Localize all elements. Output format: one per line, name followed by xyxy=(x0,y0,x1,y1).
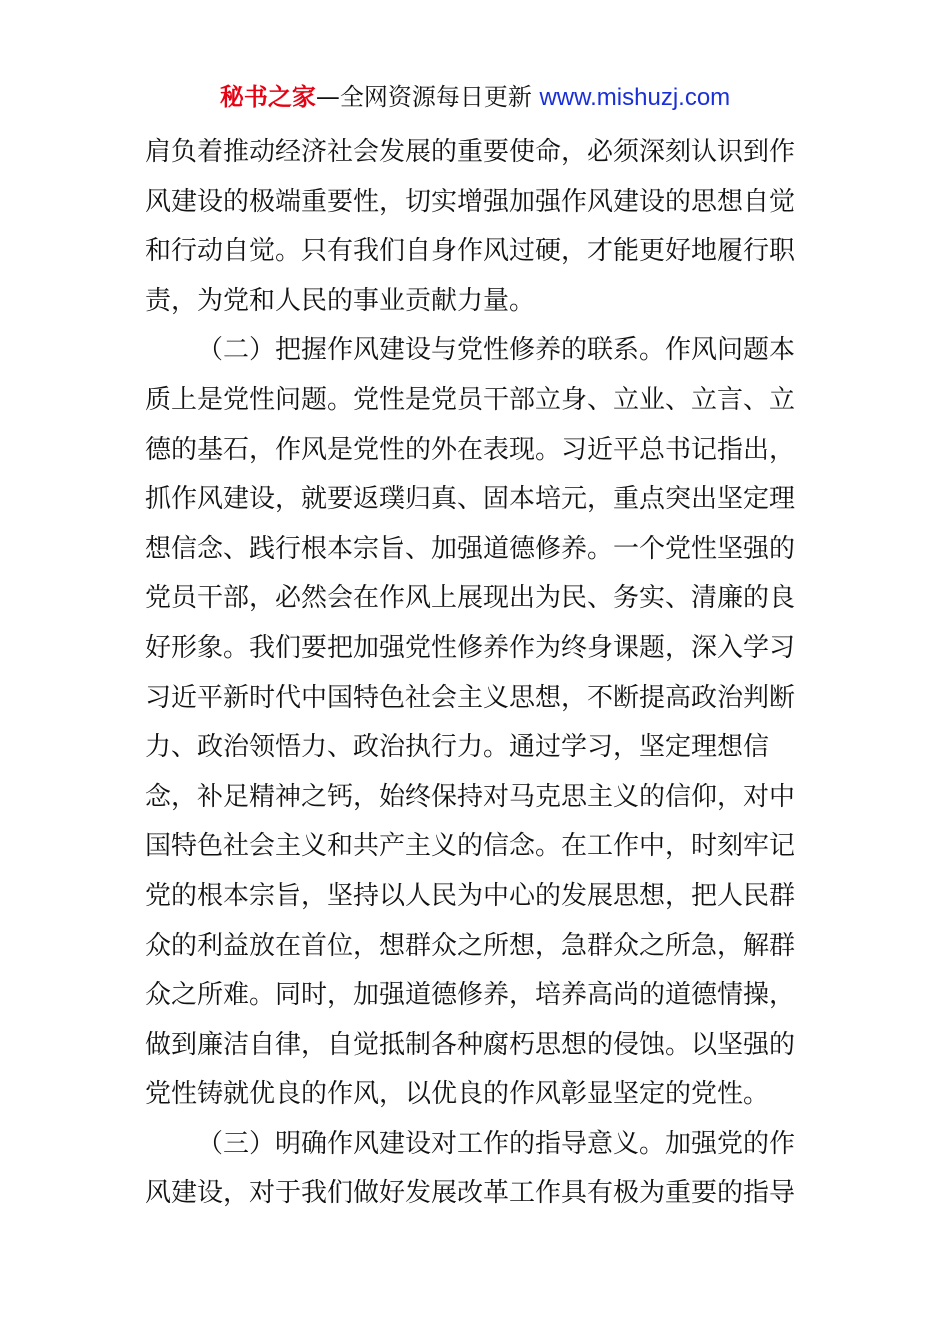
text-line: 党员干部，必然会在作风上展现出为民、务实、清廉的良 xyxy=(145,583,796,614)
text-line: 风建设，对于我们做好发展改革工作具有极为重要的指导 xyxy=(145,1178,796,1209)
paragraph-start-line: （二）把握作风建设与党性修养的联系。作风问题本 xyxy=(197,335,796,366)
text-line: 风建设的极端重要性，切实增强加强作风建设的思想自觉 xyxy=(145,186,796,217)
text-line: 肩负着推动经济社会发展的重要使命，必须深刻认识到作 xyxy=(145,137,796,167)
text-line: 党性铸就优良的作风，以优良的作风彰显坚定的党性。 xyxy=(145,1079,770,1110)
text-line: 好形象。我们要把加强党性修养作为终身课题，深入学习 xyxy=(145,632,796,663)
text-line: 责，为党和人民的事业贡献力量。 xyxy=(145,285,536,316)
text-line: 众之所难。同时，加强道德修养，培养高尚的道德情操， xyxy=(145,980,796,1011)
text-line: 抓作风建设，就要返璞归真、固本培元，重点突出坚定理 xyxy=(145,484,796,515)
text-line: 党的根本宗旨，坚持以人民为中心的发展思想，把人民群 xyxy=(145,880,796,911)
text-line: 力、政治领悟力、政治执行力。通过学习，坚定理想信 xyxy=(145,732,770,763)
site-url-link[interactable]: www.mishuzj.com xyxy=(539,84,731,111)
site-header xyxy=(0,80,950,115)
text-line: 想信念、践行根本宗旨、加强道德修养。一个党性坚强的 xyxy=(145,533,796,564)
text-line: 质上是党性问题。党性是党员干部立身、立业、立言、立 xyxy=(145,384,796,415)
text-line: 习近平新时代中国特色社会主义思想，不断提高政治判断 xyxy=(145,682,796,713)
text-line: 众的利益放在首位，想群众之所想，急群众之所急，解群 xyxy=(145,930,796,961)
text-line: 国特色社会主义和共产主义的信念。在工作中，时刻牢记 xyxy=(145,831,796,862)
text-line: 念，补足精神之钙，始终保持对马克思主义的信仰，对中 xyxy=(145,781,796,812)
document-body xyxy=(145,128,796,1219)
text-line: 和行动自觉。只有我们自身作风过硬，才能更好地履行职 xyxy=(145,236,796,267)
text-line: 做到廉洁自律，自觉抵制各种腐朽思想的侵蚀。以坚强的 xyxy=(145,1029,796,1060)
paragraph-start-line: （三）明确作风建设对工作的指导意义。加强党的作 xyxy=(197,1128,796,1159)
site-brand: 秘书之家 xyxy=(219,83,316,111)
text-line: 德的基石，作风是党性的外在表现。习近平总书记指出， xyxy=(145,434,796,465)
site-tagline: —全网资源每日更新 xyxy=(315,83,540,111)
